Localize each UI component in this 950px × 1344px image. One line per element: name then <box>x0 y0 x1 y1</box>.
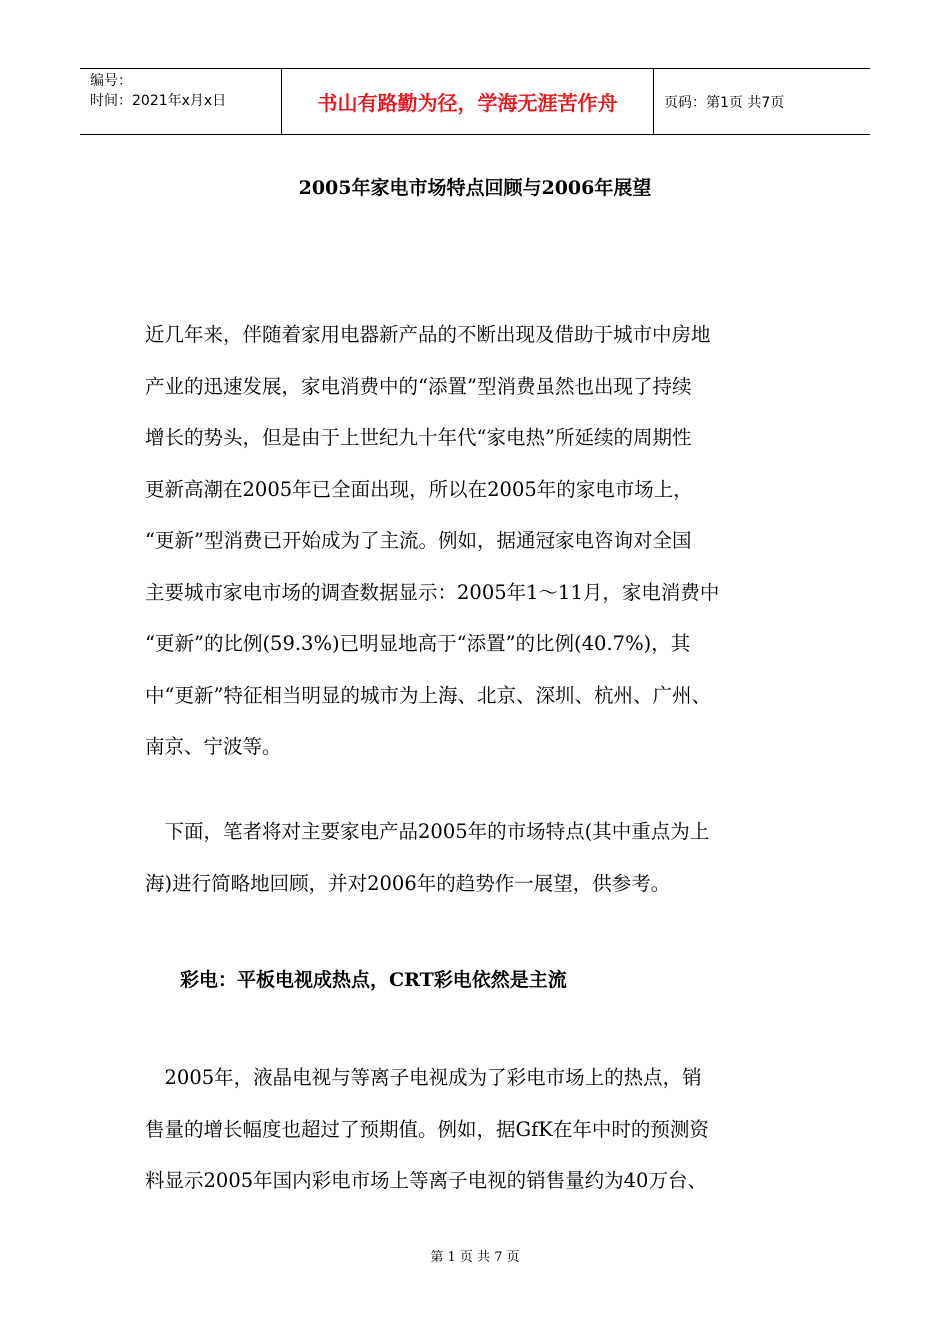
text-line: 下面，笔者将对主要家电产品2005年的市场特点(其中重点为上 <box>145 820 710 843</box>
text-line: 2005年，液晶电视与等离子电视成为了彩电市场上的热点，销 <box>145 1066 702 1089</box>
text-line: 产业的迅速发展，家电消费中的“添置”型消费虽然也出现了持续 <box>145 374 692 398</box>
page-footer: 第 1 页 共 7 页 <box>430 1250 520 1265</box>
paragraph-tv <box>145 1052 815 1207</box>
paragraph-intro <box>145 309 815 773</box>
text-line: 南京、宁波等。 <box>145 735 282 758</box>
section-heading: 彩电：平板电视成热点，CRT彩电依然是主流 <box>180 969 567 991</box>
page-header <box>80 68 870 135</box>
text-line: 更新高潮在2005年已全面出现，所以在2005年的家电市场上， <box>145 477 693 501</box>
paragraph-overview <box>145 806 815 909</box>
text-line: 售量的增长幅度也超过了预期值。例如，据GfK在年中时的预测资 <box>145 1117 709 1141</box>
code-label: 编号： <box>90 73 132 89</box>
header-meta-cell <box>80 69 282 134</box>
header-motto-cell <box>282 69 654 134</box>
text-line: 近几年来，伴随着家用电器新产品的不断出现及借助于城市中房地 <box>145 323 711 346</box>
date-label: 时间：2021年x月x日 <box>90 93 227 109</box>
text-line: 增长的势头，但是由于上世纪九十年代“家电热”所延续的周期性 <box>145 426 692 449</box>
motto-text: 书山有路勤为径，学海无涯苦作舟 <box>317 91 618 115</box>
text-line: “更新”的比例(59.3%)已明显地高于“添置”的比例(40.7%)，其 <box>145 632 691 655</box>
text-line: 主要城市家电市场的调查数据显示：2005年1～11月，家电消费中 <box>145 580 720 604</box>
text-line: 料显示2005年国内彩电市场上等离子电视的销售量约为40万台、 <box>145 1169 707 1192</box>
document-title: 2005年家电市场特点回顾与2006年展望 <box>298 177 652 199</box>
text-line: “更新”型消费已开始成为了主流。例如，据通冠家电咨询对全国 <box>145 529 692 552</box>
text-line: 中“更新”特征相当明显的城市为上海、北京、深圳、杭州、广州、 <box>145 683 711 707</box>
text-line: 海)进行简略地回顾，并对2006年的趋势作一展望，供参考。 <box>145 871 671 895</box>
page-info: 页码：第1页 共7页 <box>664 94 785 111</box>
header-page-cell <box>654 69 870 134</box>
